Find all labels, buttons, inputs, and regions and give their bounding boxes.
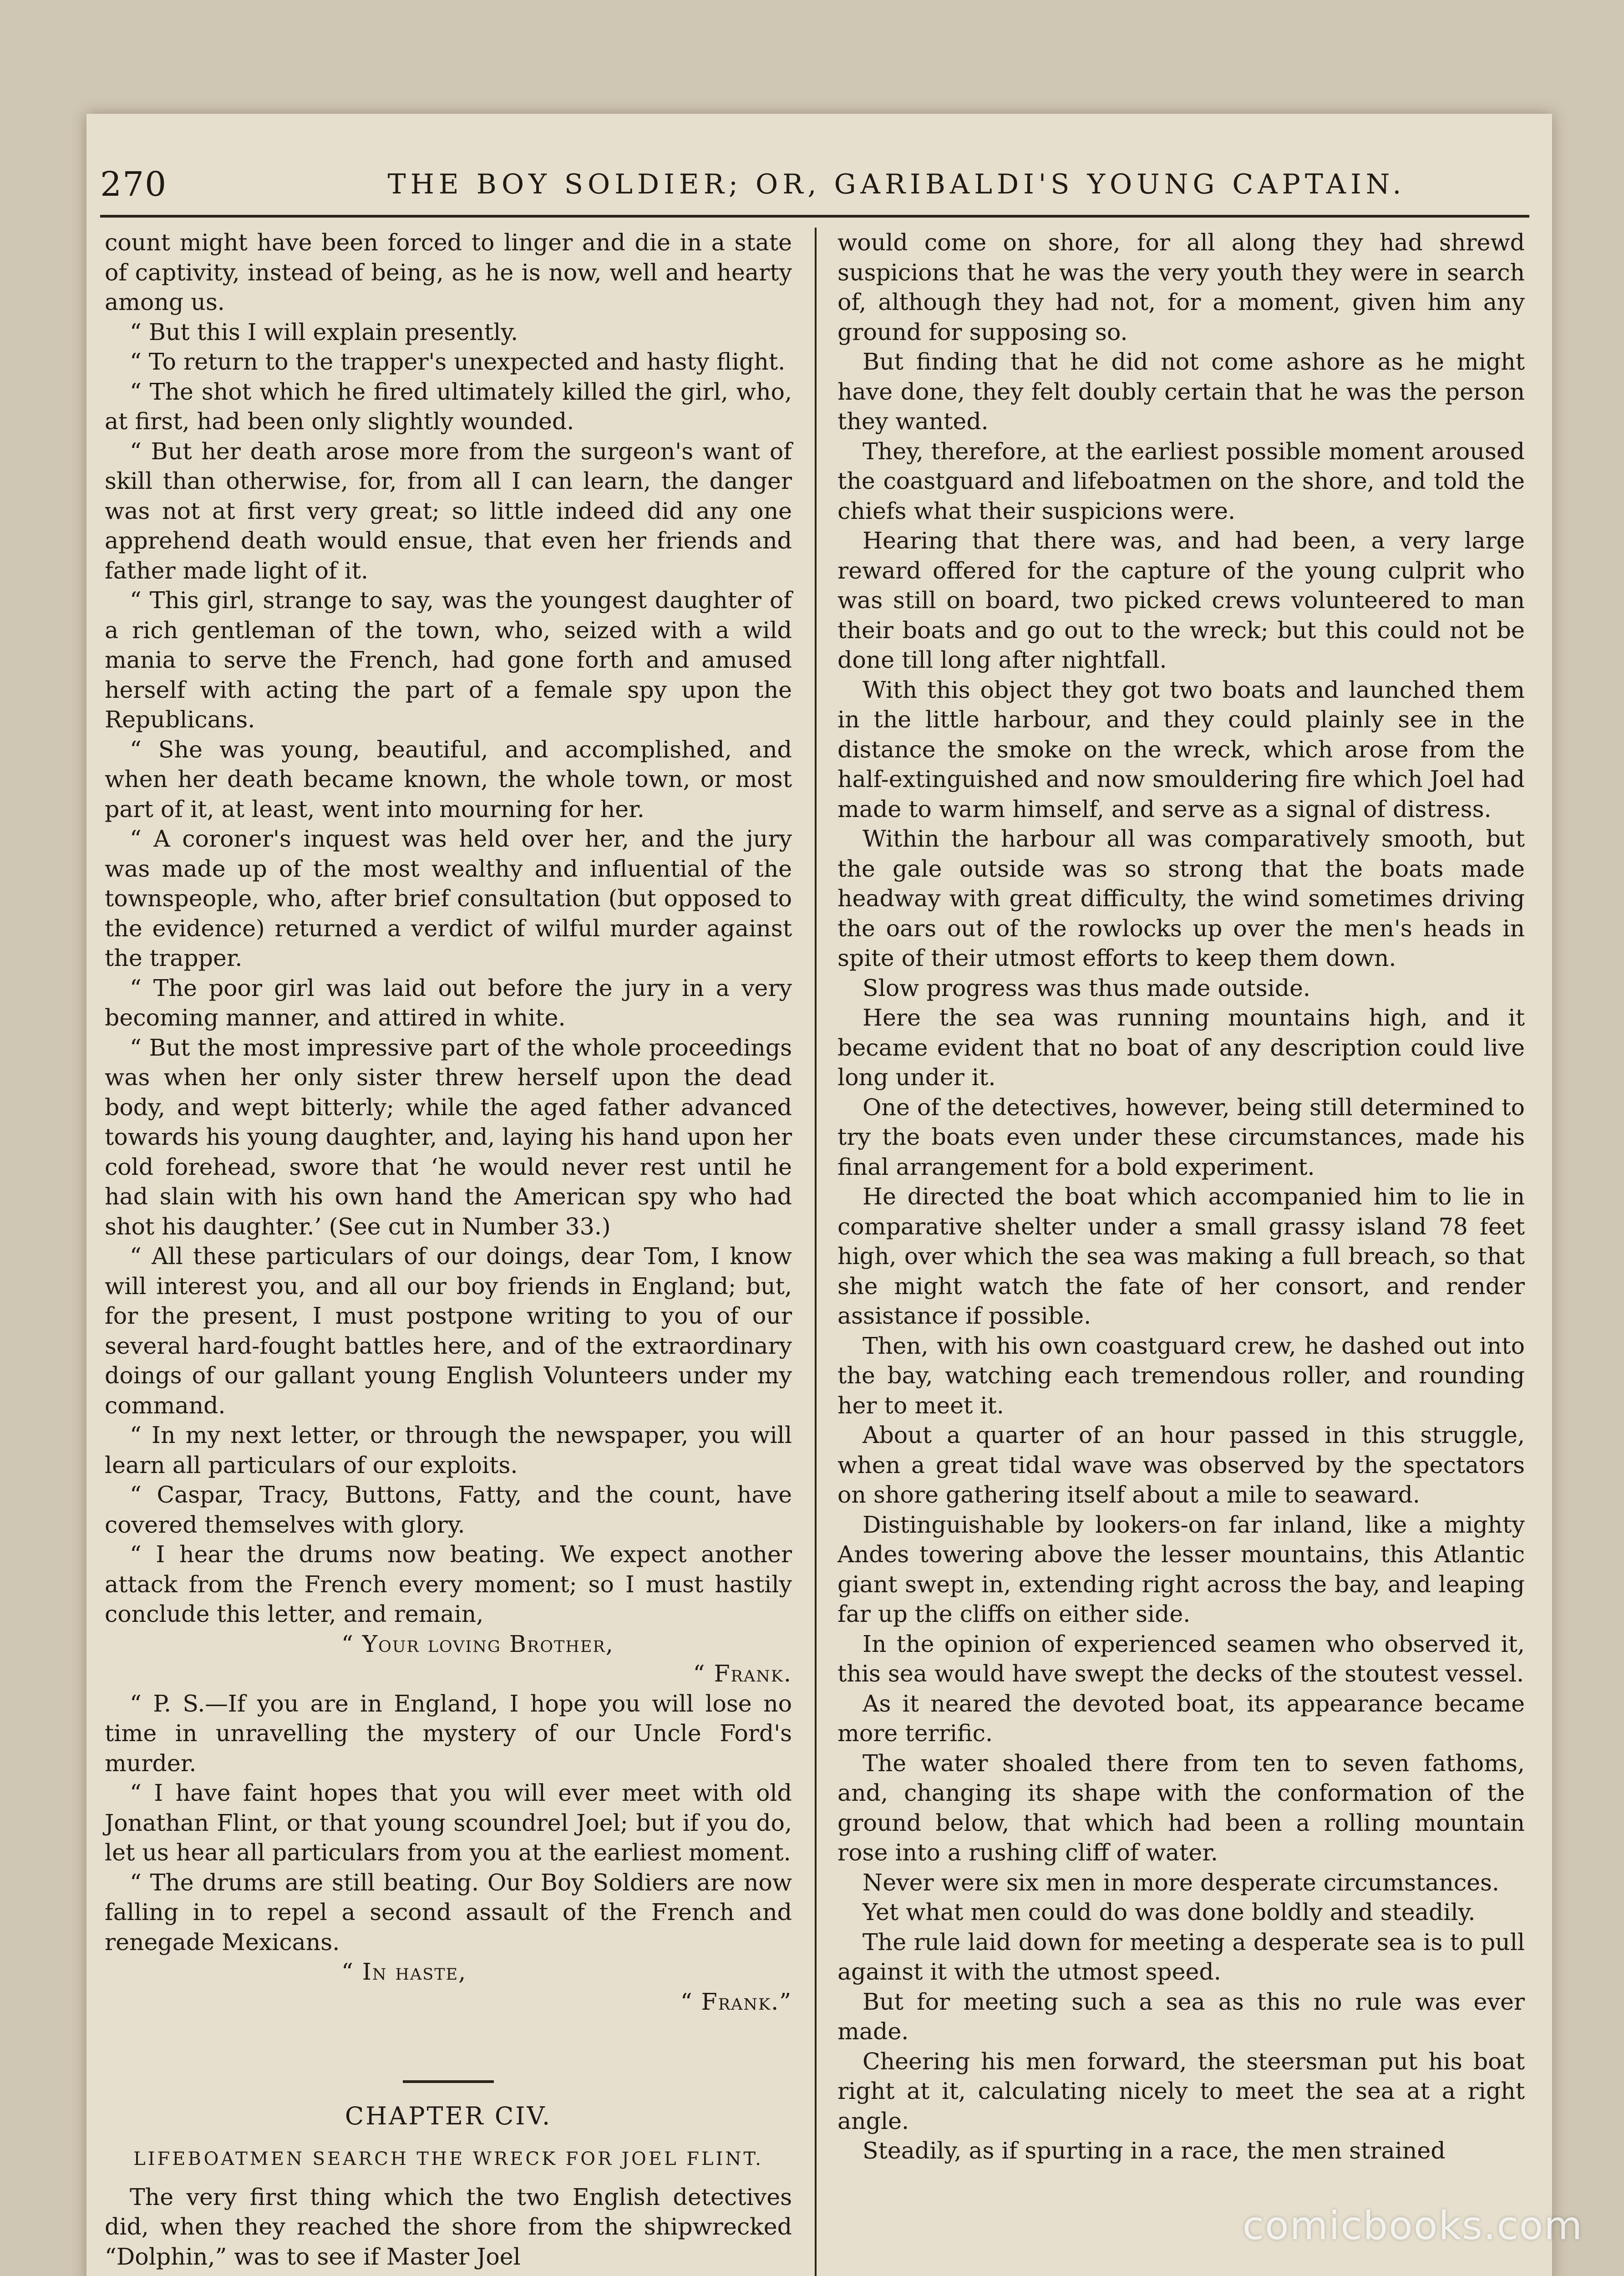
paragraph: “ All these particulars of our doings, dear Tom, I know will interest you, and all our boy friends in England; but, for the present, I must postpone writing to you of our several hard-fought battles here, and of the extraordinary doings of our gallant young English Volunteers under my command. — [105, 1243, 792, 1419]
chapter-opening-paragraph: The very first thing which the two English detectives did, when they reached the shore from the shipwrecked “Dolphin,” was to see if Master Joel — [105, 2183, 792, 2270]
paragraph: Here the sea was running mountains high, and it became evident that no boat of any description could live long under it. — [837, 1004, 1525, 1091]
paragraph: “ Frank. — [693, 1660, 792, 1687]
left-column-text — [105, 228, 792, 2017]
paragraph: With this object they got two boats and launched them in the little harbour, and they could plainly see in the distance the smoke on the wreck, which arose from the half-extinguished and now smouldering fire which Joel had made to warm himself, and serve as a signal of distress. — [837, 676, 1525, 823]
paragraph: He directed the boat which accompanied him to lie in comparative shelter under a small grassy island 78 feet high, over which the sea was making a full breach, so that she might watch the fate of her consort, and render assistance if possible. — [837, 1183, 1525, 1329]
paragraph: “ I have faint hopes that you will ever meet with old Jonathan Flint, or that young scoundrel Joel; but if you do, let us hear all particulars from you at the earliest moment. — [105, 1779, 792, 1866]
paragraph: “ But the most impressive part of the whole proceedings was when her only sister threw herself upon the dead body, and wept bitterly; while the aged father advanced towards his young daughter, and, laying his hand upon her cold forehead, swore that ‘he would never rest until he had slain with his own hand the American spy who had shot his daughter.’ (See cut in Number 33.) — [105, 1034, 792, 1240]
paragraph: The rule laid down for meeting a desperate sea is to pull against it with the utmost speed. — [837, 1928, 1525, 1985]
paragraph: “ A coroner's inquest was held over her, and the jury was made up of the most wealthy and influential of the townspeople, who, after brief consultation (but opposed to the evidence) returned a verdict of wilful murder against the trapper. — [105, 825, 792, 971]
paragraph: Steadily, as if spurting in a race, the men strained — [863, 2137, 1446, 2164]
paragraph: “ Your loving Brother, — [341, 1630, 614, 1657]
paragraph: “ To return to the trapper's unexpected and hasty flight. — [130, 348, 786, 375]
paragraph: Cheering his men forward, the steersman put his boat right at it, calculating nicely to meet the sea at a right angle. — [837, 2047, 1525, 2134]
paragraph: would come on shore, for all along they had shrewd suspicions that he was the very youth they were in search of, although they had not, for a moment, given him any ground for supposing so. — [837, 229, 1525, 345]
right-column — [837, 228, 1525, 2166]
paragraph: Within the harbour all was comparatively smooth, but the gale outside was so strong that the boats made headway with great difficulty, the wind sometimes driving the oars out of the rowlocks up over the men's heads in spite of their utmost efforts to keep them down. — [837, 825, 1525, 971]
chapter-divider-rule — [403, 2080, 494, 2083]
paragraph: “ But this I will explain presently. — [130, 318, 518, 345]
column-divider — [815, 228, 817, 2276]
paragraph: “ The shot which he fired ultimately killed the girl, who, at first, had been only slightly wounded. — [105, 378, 792, 435]
paragraph: Slow progress was thus made outside. — [863, 974, 1310, 1001]
watermark: comicbooks.com — [1242, 2203, 1583, 2249]
paragraph: As it neared the devoted boat, its appearance became more terrific. — [837, 1690, 1525, 1747]
paragraph: “ P. S.—If you are in England, I hope you will lose no time in unravelling the mystery of our Uncle Ford's murder. — [105, 1690, 792, 1777]
header-rule — [100, 215, 1529, 218]
paragraph: “ In haste, — [341, 1958, 467, 1985]
page-number: 270 — [100, 165, 167, 204]
chapter-subtitle: LIFEBOATMEN SEARCH THE WRECK FOR JOEL FLINT. — [133, 2148, 763, 2169]
paragraph: Then, with his own coastguard crew, he dashed out into the bay, watching each tremendous roller, and rounding her to meet it. — [837, 1332, 1525, 1419]
running-head — [100, 159, 1529, 209]
paragraph: “ In my next letter, or through the newspaper, you will learn all particulars of our exploits. — [105, 1422, 792, 1478]
chapter-title: CHAPTER CIV. — [345, 2102, 552, 2130]
paragraph: Distinguishable by lookers-on far inland, like a mighty Andes towering above the lesser mountains, this Atlantic giant swept in, extending right across the bay, and leaping far up the cliffs on either side. — [837, 1511, 1525, 1627]
paragraph: They, therefore, at the earliest possible moment aroused the coastguard and lifeboatmen on the shore, and told the chiefs what their suspicions were. — [837, 437, 1525, 524]
paragraph: The water shoaled there from ten to seven fathoms, and, changing its shape with the conformation of the ground below, that which had been a rolling mountain rose into a rushing cliff of water. — [837, 1749, 1525, 1866]
paragraph: “ Frank.” — [680, 1988, 792, 2015]
paragraph: “ But her death arose more from the surgeon's want of skill than otherwise, for, from all I can learn, the danger was not at first very great; so little indeed did any one apprehend death would ensue, that even her friends and father made light of it. — [105, 437, 792, 584]
paragraph: Hearing that there was, and had been, a very large reward offered for the capture of the young culprit who was still on board, two picked crews volunteered to man their boats and go out to the wreck; but this could not be done till long after nightfall. — [837, 527, 1525, 673]
paragraph: In the opinion of experienced seamen who observed it, this sea would have swept the decks of the stoutest vessel. — [837, 1630, 1525, 1687]
paragraph: Never were six men in more desperate circumstances. — [863, 1869, 1499, 1896]
paragraph: Yet what men could do was done boldly and steadily. — [863, 1899, 1476, 1925]
running-title: THE BOY SOLDIER; OR, GARIBALDI'S YOUNG CAPTAIN. — [387, 168, 1406, 200]
paragraph: “ I hear the drums now beating. We expect another attack from the French every moment; so I must hastily conclude this letter, and remain, — [105, 1541, 792, 1627]
paragraph: About a quarter of an hour passed in this struggle, when a great tidal wave was observed by the spectators on shore gathering itself about a mile to seaward. — [837, 1422, 1525, 1508]
paragraph: One of the detectives, however, being still determined to try the boats even under these circumstances, made his final arrangement for a bold experiment. — [837, 1093, 1525, 1180]
paragraph: count might have been forced to linger and die in a state of captivity, instead of being, as he is now, well and hearty among us. — [105, 229, 792, 315]
paragraph: “ This girl, strange to say, was the youngest daughter of a rich gentleman of the town, who, seized with a wild mania to serve the French, had gone forth and amused herself with acting the part of a female spy upon the Republicans. — [105, 587, 792, 733]
page — [86, 114, 1552, 2276]
paragraph: “ The drums are still beating. Our Boy Soldiers are now falling in to repel a second assault of the French and renegade Mexicans. — [105, 1869, 792, 1956]
paragraph: “ The poor girl was laid out before the jury in a very becoming manner, and attired in white. — [105, 974, 792, 1031]
paragraph: “ She was young, beautiful, and accomplished, and when her death became known, the whole town, or most part of it, at least, went into mourning for her. — [105, 736, 792, 823]
paragraph: But finding that he did not come ashore as he might have done, they felt doubly certain that he was the person they wanted. — [837, 348, 1525, 435]
paragraph: But for meeting such a sea as this no rule was ever made. — [837, 1988, 1525, 2045]
left-column — [105, 228, 792, 2271]
paragraph: “ Caspar, Tracy, Buttons, Fatty, and the count, have covered themselves with glory. — [105, 1481, 792, 1538]
